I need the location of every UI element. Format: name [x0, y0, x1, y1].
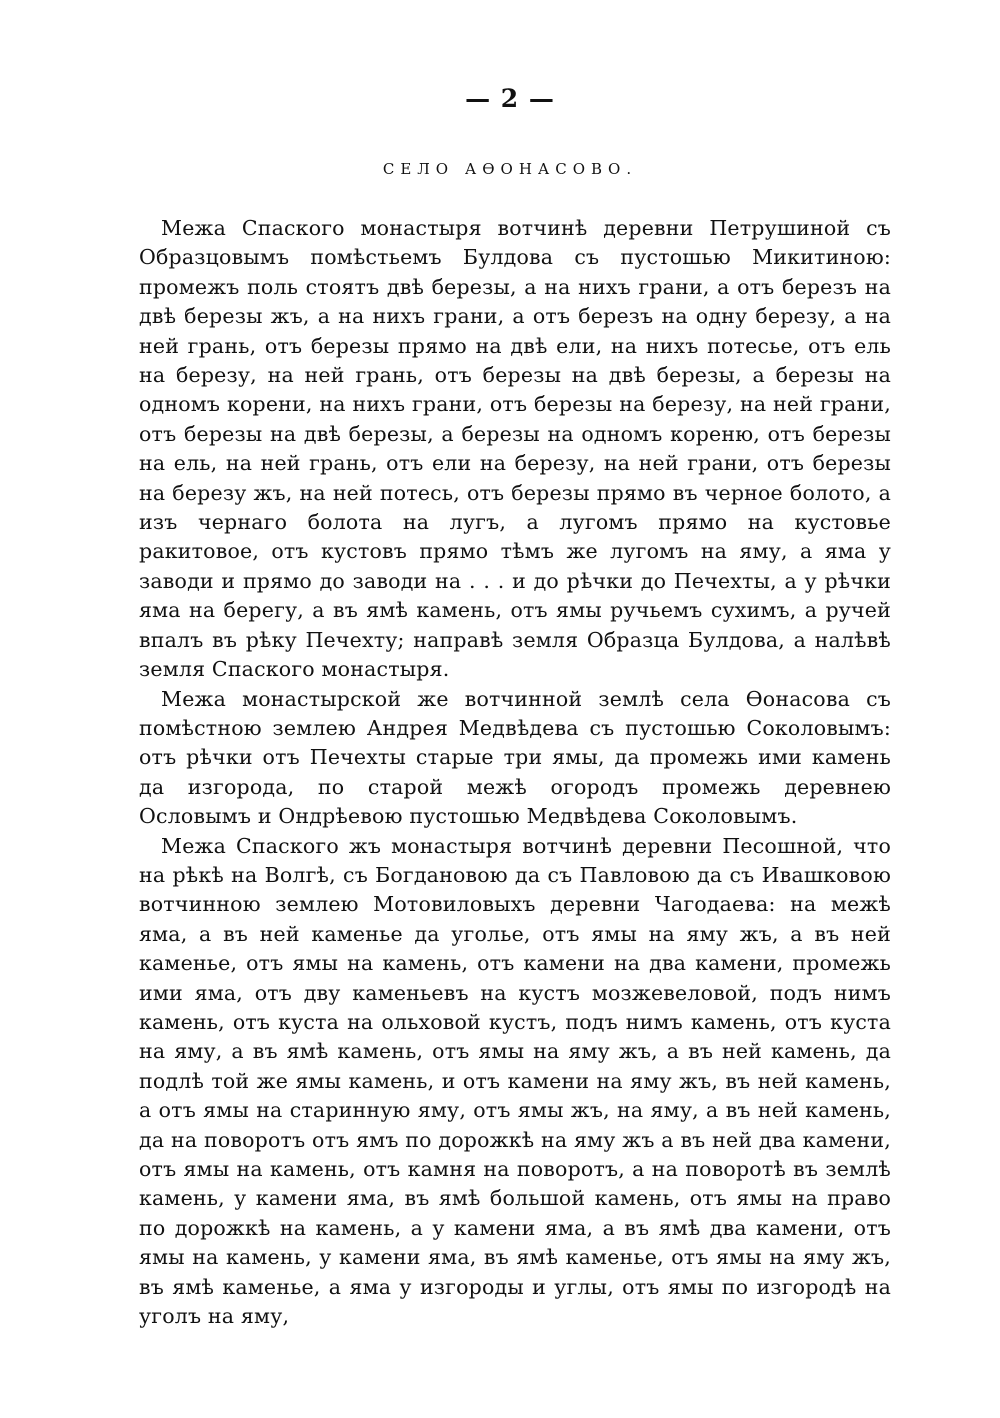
paragraph-2: Межа монастырской же вотчинной землѣ села Ѳонасова съ помѣстною землею Андрея Медвѣдева съ пустошью Соколовымъ: отъ рѣчки отъ Печехты старые три ямы, да промежь ими камень да изгорода, по старой межѣ огородъ промежь деревнею Ословымъ и Ондрѣевою пустошью Медвѣдева Соколовымъ.	[139, 686, 891, 829]
page-number: — 2 —	[465, 84, 555, 113]
section-title: СЕЛО АѲОНАСОВО.	[382, 160, 638, 178]
paragraph-3: Межа Спаского жъ монастыря вотчинѣ деревни Песошной, что на рѣкѣ на Волгѣ, съ Богдановою да съ Павловою да съ Ивашковою вотчинною землею Мотовиловыхъ деревни Чагодаева: на межѣ яма, а въ ней каменье да уголье, отъ ямы на яму жъ, а въ ней каменье, отъ ямы на камень, отъ камени на два камени, промежь ими яма, отъ дву каменьевъ на кустъ мозжевеловой, подъ нимъ камень, отъ куста на ольховой кустъ, подъ нимъ камень, отъ куста на яму, а въ ямѣ камень, отъ ямы на яму жъ, а въ ней камень, да подлѣ той же ямы камень, и отъ камени на яму жъ, въ ней камень, а отъ ямы на старинную яму, отъ ямы жъ, на яму, а въ ней камень, да на поворотъ отъ ямъ по дорожкѣ на яму жъ а въ ней два камени, отъ ямы на камень, отъ камня на поворотъ, а на поворотѣ въ землѣ камень, у камени яма, въ ямѣ большой камень, отъ ямы на право по дорожкѣ на камень, а у камени яма, а въ ямѣ два камени, отъ ямы на камень, у камени яма, въ ямѣ каменье, отъ ямы на яму жъ, въ ямѣ каменье, а яма у изгороды и углы, отъ ямы по изгородѣ на уголъ на яму,	[139, 833, 891, 1329]
paragraph-1: Межа Спаского монастыря вотчинѣ деревни Петрушиной съ Образцовымъ помѣстьемъ Булдова съ пустошью Микитиною: промежъ поль стоятъ двѣ березы, а на нихъ грани, а отъ березъ на двѣ березы жъ, а на нихъ грани, а отъ березъ на одну березу, а на ней грань, отъ березы прямо на двѣ ели, на нихъ потесье, отъ ель на березу, на ней грань, отъ березы на двѣ березы, а березы на одномъ корени, на нихъ грани, отъ березы на березу, на ней грани, отъ березы на двѣ березы, а березы на одномъ кореню, отъ березы на ель, на ней грань, отъ ели на березу, на ней грани, отъ березы на березу жъ, на ней потесь, отъ березы прямо въ черное болото, а изъ чернаго болота на лугъ, а лугомъ прямо на кустовье ракитовое, отъ кустовъ прямо тѣмъ же лугомъ на яму, а яма у заводи и прямо до заводи на . . . и до рѣчки до Печехты, а у рѣчки яма на берегу, а въ ямѣ камень, отъ ямы ручьемъ сухимъ, а ручей впалъ въ рѣку Печехту; направѣ земля Образца Булдова, а налѣвѣ земля Спаского монастыря.	[139, 216, 891, 682]
body-text	[139, 214, 891, 1331]
